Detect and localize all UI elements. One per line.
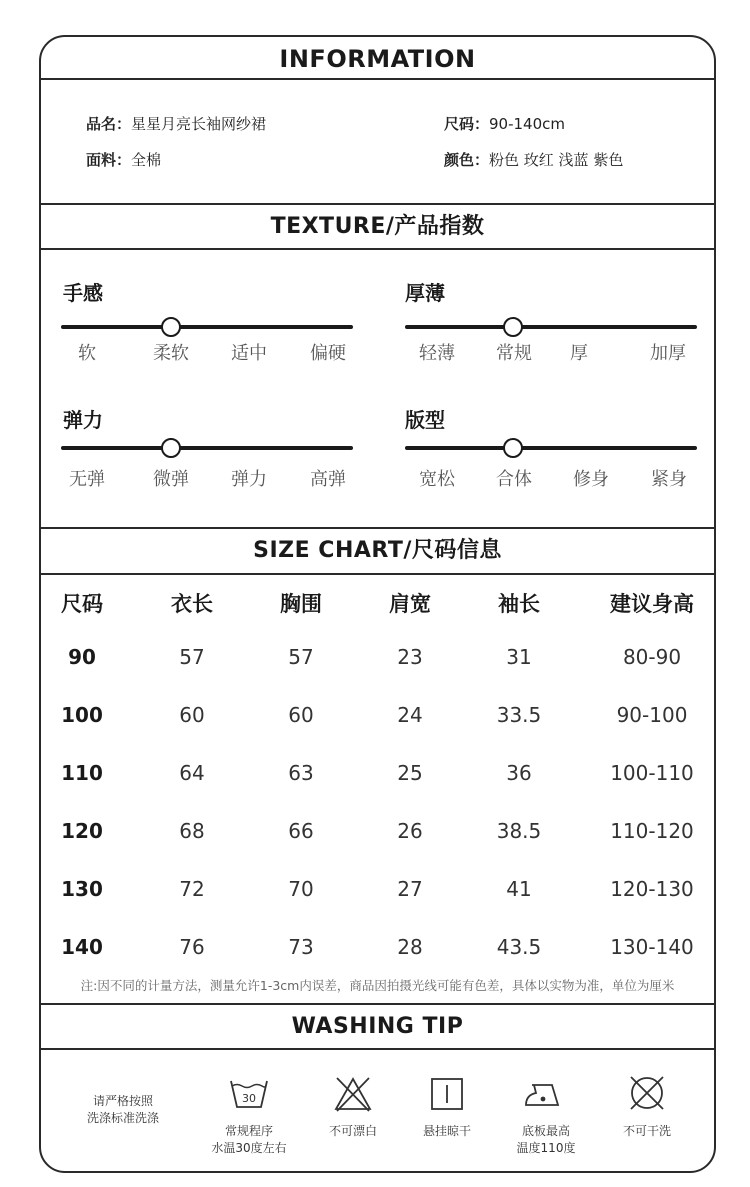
texture-elasticity-title: 弹力 <box>63 408 103 432</box>
product-fabric-value: 全棉 <box>131 151 162 169</box>
texture-thickness-marker <box>503 317 523 337</box>
size-chart-cell: 72 <box>179 877 205 901</box>
size-chart-cell: 120-130 <box>610 877 694 901</box>
size-chart-cell: 110-120 <box>610 819 694 843</box>
size-chart-size-cell: 140 <box>61 935 103 959</box>
size-chart-cell: 64 <box>179 761 205 785</box>
iron-low-icon <box>522 1077 566 1111</box>
hang-dry-icon <box>430 1077 464 1111</box>
size-chart-cell: 73 <box>288 935 314 959</box>
washing-intro <box>87 1093 159 1127</box>
size-chart-size-cell: 90 <box>68 645 96 669</box>
divider <box>41 573 714 575</box>
size-chart-header: 尺码 <box>61 592 103 616</box>
size-chart-size-cell: 130 <box>61 877 103 901</box>
texture-thickness-label: 厚 <box>570 343 588 364</box>
texture-feel-label: 适中 <box>231 343 267 364</box>
size-chart-cell: 28 <box>397 935 423 959</box>
size-chart-header: 袖长 <box>498 592 540 616</box>
size-chart-header: 衣长 <box>171 592 213 616</box>
divider <box>41 1048 714 1050</box>
size-chart-cell: 57 <box>288 645 314 669</box>
size-chart-cell: 80-90 <box>622 645 682 669</box>
size-chart-title: SIZE CHART/尺码信息 <box>253 538 502 563</box>
size-chart-cell: 36 <box>506 761 532 785</box>
size-chart-cell: 27 <box>397 877 423 901</box>
size-chart-cell: 38.5 <box>496 819 542 843</box>
texture-feel-label: 偏硬 <box>310 343 346 364</box>
size-chart-cell: 70 <box>288 877 314 901</box>
size-chart-size-cell: 110 <box>61 761 103 785</box>
product-name <box>86 113 266 134</box>
size-chart-cell: 76 <box>179 935 205 959</box>
washing-item-text <box>423 1123 471 1140</box>
texture-fit-label: 紧身 <box>651 469 687 490</box>
product-color-label: 颜色： <box>444 151 490 169</box>
texture-feel-scale <box>61 325 353 329</box>
texture-elasticity-scale <box>61 446 353 450</box>
product-size-label: 尺码： <box>444 115 490 133</box>
size-chart-header: 肩宽 <box>389 592 431 616</box>
washing-title: WASHING TIP <box>291 1014 464 1039</box>
washing-item-line: 悬挂晾干 <box>422 1124 472 1138</box>
size-chart-cell: 23 <box>397 645 423 669</box>
texture-thickness-label: 常规 <box>496 343 532 364</box>
washing-item-line: 常规程序 <box>224 1124 273 1138</box>
texture-fit-marker <box>503 438 523 458</box>
washing-item-line: 水温30度左右 <box>211 1141 287 1155</box>
size-chart-cell: 68 <box>179 819 205 843</box>
size-chart-cell: 60 <box>179 703 205 727</box>
texture-fit-label: 修身 <box>573 469 609 490</box>
texture-elasticity-label: 微弹 <box>153 469 189 490</box>
washing-item-line: 温度110度 <box>516 1141 576 1155</box>
washing-item-text <box>517 1123 576 1157</box>
divider <box>41 527 714 529</box>
texture-thickness-label: 轻薄 <box>419 343 455 364</box>
product-name-label: 品名： <box>86 115 132 133</box>
texture-elasticity-label: 高弹 <box>310 469 346 490</box>
no-dry-clean-icon <box>628 1074 666 1112</box>
texture-fit-title: 版型 <box>405 408 445 432</box>
divider <box>41 1003 714 1005</box>
size-chart-cell: 33.5 <box>496 703 542 727</box>
washing-intro-line: 请严格按照 <box>92 1094 154 1108</box>
size-chart-cell: 26 <box>397 819 423 843</box>
size-chart-cell: 60 <box>288 703 314 727</box>
washing-item-text <box>211 1123 286 1157</box>
texture-thickness-label: 加厚 <box>650 343 686 364</box>
information-title: INFORMATION <box>279 45 476 73</box>
texture-elasticity-label: 弹力 <box>231 469 267 490</box>
size-chart-cell: 24 <box>397 703 423 727</box>
size-chart-cell: 25 <box>397 761 423 785</box>
size-chart-cell: 90-100 <box>616 703 688 727</box>
washing-intro-line: 洗涤标准洗涤 <box>86 1111 160 1125</box>
size-chart-header: 胸围 <box>280 592 322 616</box>
product-fabric <box>86 149 161 170</box>
texture-elasticity-label: 无弹 <box>69 469 105 490</box>
product-size-value: 90-140cm <box>489 115 566 133</box>
no-bleach-icon <box>333 1075 373 1113</box>
texture-feel-label: 柔软 <box>153 343 189 364</box>
texture-feel-marker <box>161 317 181 337</box>
size-chart-cell: 43.5 <box>496 935 542 959</box>
washing-item-text <box>623 1123 671 1140</box>
info-card <box>39 35 716 1173</box>
texture-fit-scale <box>405 446 697 450</box>
texture-feel-title: 手感 <box>63 281 103 305</box>
size-chart-note: 注:因不同的计量方法，测量允许1-3cm内误差，商品因拍摄光线可能有色差，具体以实物为准，单位为厘米 <box>80 978 675 993</box>
texture-thickness-title: 厚薄 <box>405 281 445 305</box>
washing-item-line: 底板最高 <box>521 1124 570 1138</box>
size-chart-cell: 100-110 <box>610 761 694 785</box>
product-size <box>444 113 565 134</box>
size-chart-cell: 66 <box>288 819 314 843</box>
product-fabric-label: 面料： <box>86 151 132 169</box>
washing-item-line: 不可干洗 <box>622 1124 672 1138</box>
divider <box>41 248 714 250</box>
product-color <box>444 149 623 170</box>
size-chart-cell: 57 <box>179 645 205 669</box>
texture-title: TEXTURE/产品指数 <box>270 214 485 239</box>
washing-item-text <box>329 1123 377 1140</box>
size-chart-cell: 31 <box>506 645 532 669</box>
size-chart-size-cell: 120 <box>61 819 103 843</box>
size-chart-header: 建议身高 <box>610 592 694 616</box>
size-chart-cell: 130-140 <box>610 935 694 959</box>
wash-30-icon-label: 30 <box>242 1092 256 1105</box>
size-chart-cell: 63 <box>288 761 314 785</box>
size-chart-cell: 41 <box>506 877 532 901</box>
texture-elasticity-marker <box>161 438 181 458</box>
texture-feel-label: 软 <box>78 343 96 364</box>
divider <box>41 78 714 80</box>
texture-thickness-scale <box>405 325 697 329</box>
product-color-value: 粉色 玫红 浅蓝 紫色 <box>489 151 624 169</box>
wash-30-icon <box>228 1077 270 1111</box>
washing-item-line: 不可漂白 <box>328 1124 378 1138</box>
product-name-value: 星星月亮长袖网纱裙 <box>131 115 267 133</box>
divider <box>41 203 714 205</box>
size-chart-size-cell: 100 <box>61 703 103 727</box>
texture-fit-label: 宽松 <box>419 469 455 490</box>
texture-fit-label: 合体 <box>496 469 532 490</box>
